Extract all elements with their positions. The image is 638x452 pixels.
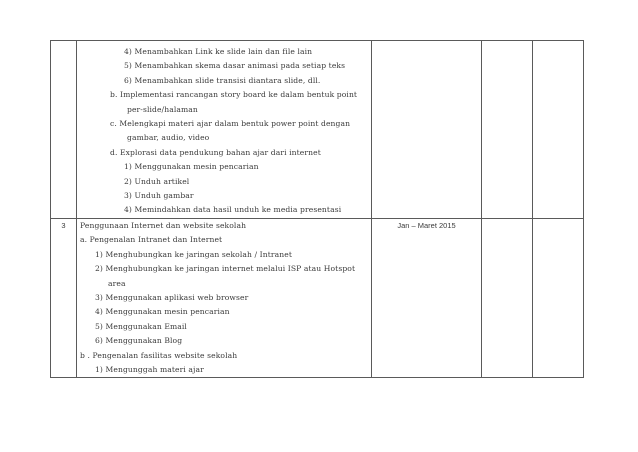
list-item: 6) Menambahkan slide transisi diantara slide, dll. [124,75,321,85]
table-row [51,41,584,219]
list-item: 6) Menggunakan Blog [95,336,183,346]
list-item: b. Implementasi rancangan story board ke dalam bentuk point [110,90,358,100]
list-item: gambar, audio, video [127,133,210,143]
list-item: 3) Menggunakan aplikasi web browser [95,292,249,302]
list-item: 5) Menggunakan Email [95,321,187,331]
time-text [372,41,481,43]
list-item: 3) Unduh gambar [124,191,194,201]
empty-cell [533,41,584,219]
empty-cell [482,218,533,377]
description-cell [77,41,372,219]
number-cell [51,41,77,219]
empty-cell [482,41,533,219]
list-item: per-slide/halaman [127,104,198,114]
list-item: 4) Memindahkan data hasil unduh ke media presentasi [124,205,342,215]
table-row [51,218,584,377]
list-item: 1) Menghubungkan ke jaringan sekolah / Intranet [95,249,293,259]
empty-cell [533,218,584,377]
list-item: c. Melengkapi materi ajar dalam bentuk power point dengan [110,119,351,129]
list-item: 5) Menambahkan skema dasar animasi pada setiap teks [124,61,346,71]
list-item: a. Pengenalan Intranet dan Internet [80,235,223,245]
schedule-table [50,40,584,378]
list-item: area [108,278,126,288]
time-cell [372,41,482,219]
list-item: b . Pengenalan fasilitas website sekolah [80,350,238,360]
list-item: 2) Unduh artikel [124,176,190,186]
list-item: 1) Menggunakan mesin pencarian [124,162,259,172]
number-cell [51,218,77,377]
row-number [51,41,76,43]
list-item: 4) Menambahkan Link ke slide lain dan file lain [124,47,313,56]
list-item: d. Explorasi data pendukung bahan ajar dari internet [110,147,321,157]
time-text: Jan – Maret 2015 [397,220,456,230]
list-item: 1) Mengunggah materi ajar [95,364,204,374]
list-item: 4) Menggunakan mesin pencarian [95,307,230,317]
time-cell [372,218,482,377]
list-item: 2) Menghubungkan ke jaringan internet melalui ISP atau Hotspot [95,264,356,274]
description-cell [77,218,372,377]
row-number: 3 [61,220,66,230]
section-title: Penggunaan Internet dan website sekolah [80,220,247,230]
